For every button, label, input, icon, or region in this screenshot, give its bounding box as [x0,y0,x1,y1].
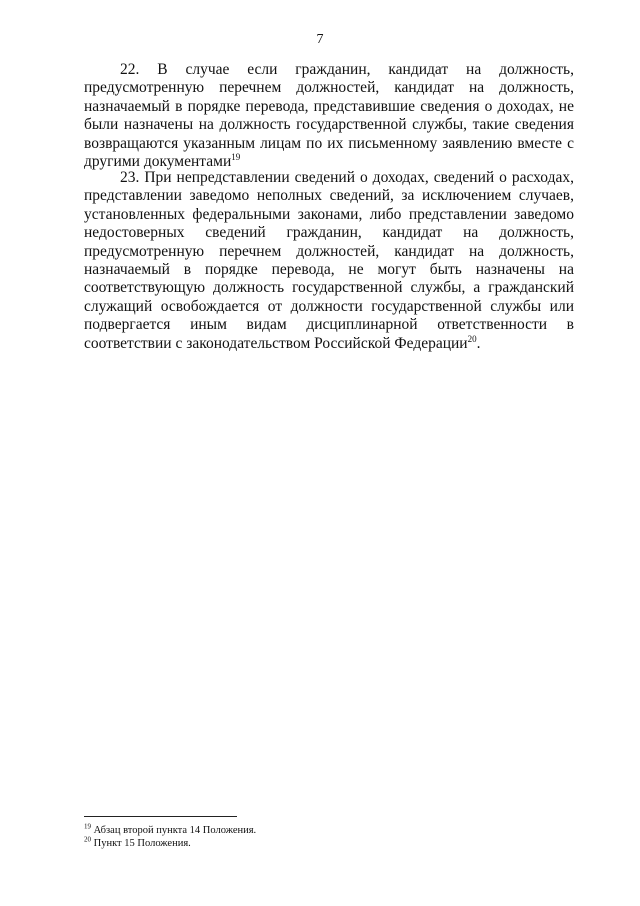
footnote-20 [84,837,191,850]
page-number: 7 [316,32,324,47]
footnote-ref-20: 20 [467,333,477,344]
paragraph-23-period: . [476,334,481,352]
footnote-ref-19: 19 [231,151,241,162]
paragraph-22 [84,61,574,171]
footnote-19-text: Абзац второй пункта 14 Положения. [93,825,257,836]
footnote-19 [84,824,256,837]
paragraph-22-text: 22. В случае если гражданин, кандидат на должность, предусмотренную перечнем должностей, кандидат на должность, назначаемый в порядке перевода, представившие сведения о доходах, не были назначены на должность государственной службы, такие сведения возвращаются указанным лицам по их письменному заявлению вместе с другими документами [84,61,574,171]
footnote-20-marker: 20 [84,835,91,844]
paragraph-23 [84,169,574,353]
footnote-19-marker: 19 [84,822,91,831]
footnote-separator [84,816,237,817]
paragraph-23-text: 23. При непредставлении сведений о доходах, сведений о расходах, представлении заведомо неполных сведений, за исключением случаев, установленных федеральными законами, либо представлении заведомо недостоверных сведений гражданин, кандидат на должность, предусмотренную перечнем должностей, кандидат на должность, назначаемый в порядке перевода, не могут быть назначены на соответствующую должность государственной службы, а гражданский служащий освобождается от должности государственной службы или подвергается иным видам дисциплинарной ответственности в соответствии с законодательством Российской Федерации [84,169,574,352]
footnote-20-text: Пункт 15 Положения. [93,838,191,849]
